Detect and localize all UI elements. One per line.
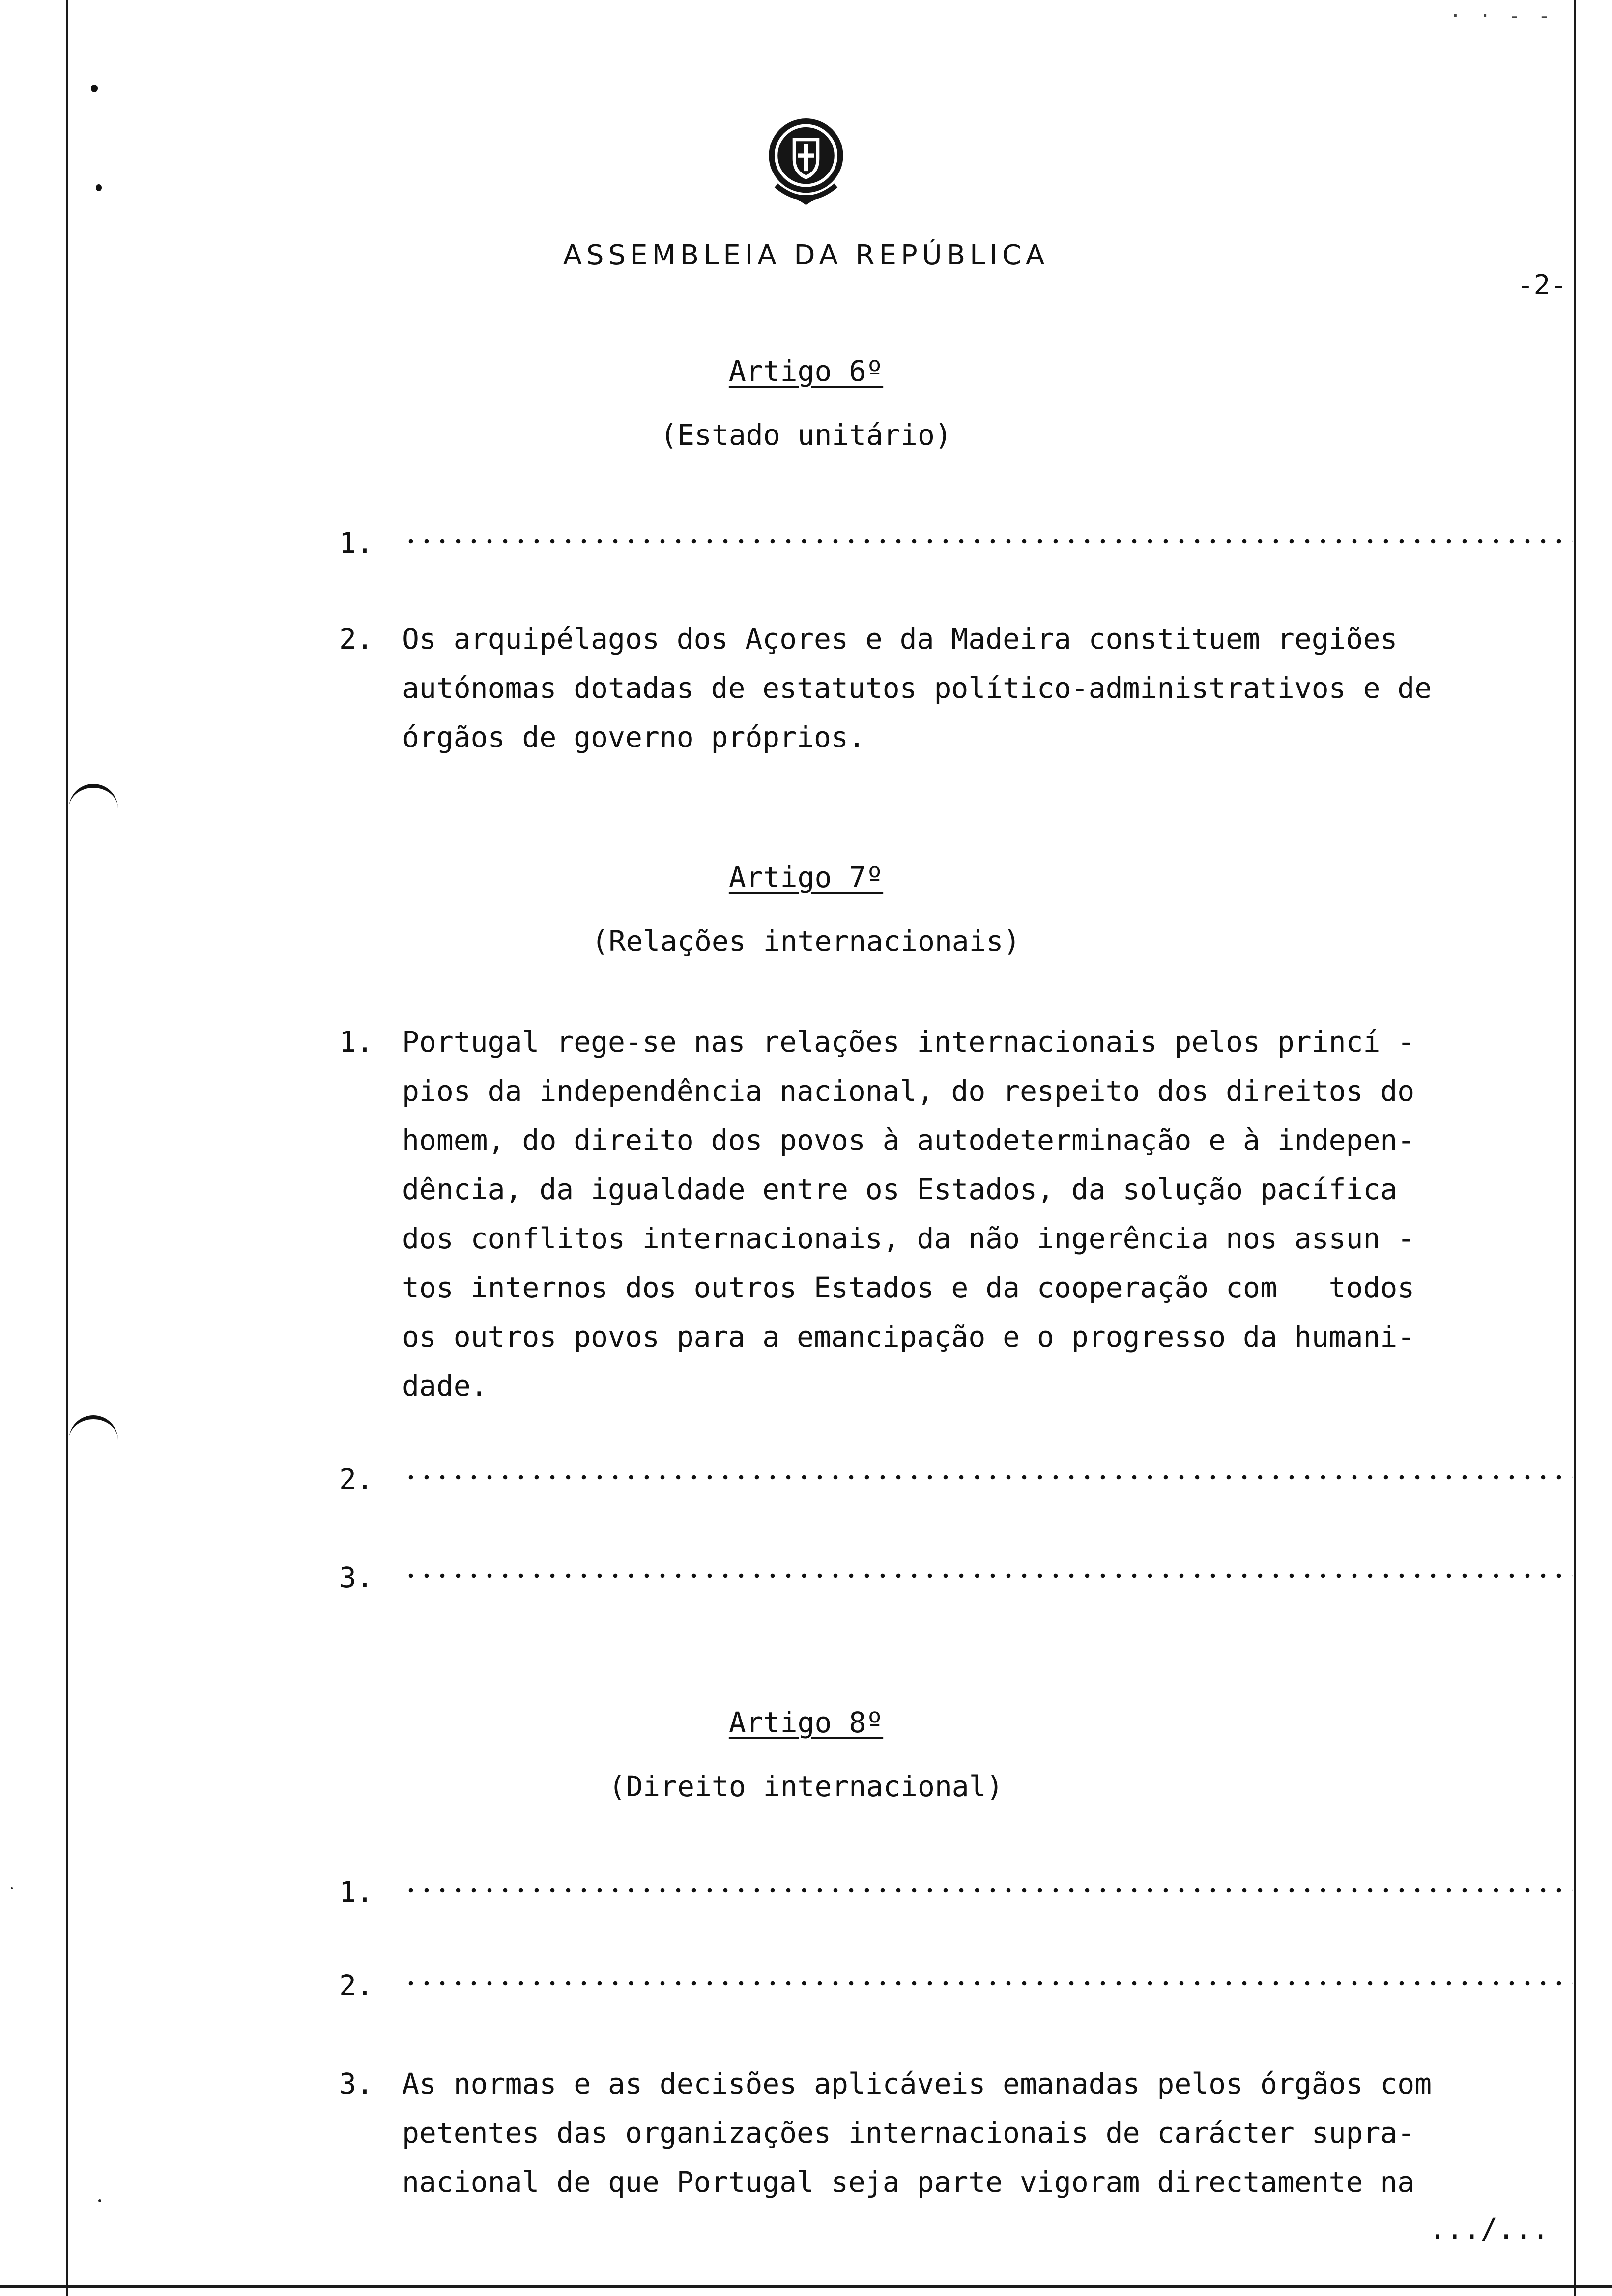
omission-dot-leader xyxy=(403,538,1573,544)
text-line: dência, da igualdade entre os Estados, da solução pacífica xyxy=(402,1173,1398,1206)
text-line: autónomas dotadas de estatutos político-administrativos e de xyxy=(402,671,1432,705)
punch-hole-arc-mark xyxy=(69,784,118,817)
scan-speck xyxy=(98,2199,101,2202)
text-line: os outros povos para a emancipação e o progresso da humani- xyxy=(402,1320,1415,1353)
text-line: homem, do direito dos povos à autodeterminação e à indepen- xyxy=(402,1123,1415,1157)
punch-hole-arc-mark xyxy=(69,1415,118,1449)
article-7-title: Artigo 7º xyxy=(728,861,884,894)
item-number: 2. xyxy=(339,622,374,656)
omission-dot-leader xyxy=(403,1573,1573,1578)
article-8-subtitle: (Direito internacional) xyxy=(608,1770,1004,1803)
punch-dot-mark xyxy=(91,85,98,92)
item-number: 3. xyxy=(339,2067,374,2100)
item-number: 2. xyxy=(339,1969,374,2002)
article-6-subtitle: (Estado unitário) xyxy=(660,418,952,452)
item-number: 2. xyxy=(339,1463,374,1496)
omission-dot-leader xyxy=(403,1980,1573,1986)
text-line: As normas e as decisões aplicáveis emanadas pelos órgãos com xyxy=(402,2067,1432,2100)
bottom-page-edge xyxy=(0,2285,1612,2288)
continuation-marker: .../... xyxy=(1429,2212,1549,2245)
item-number: 1. xyxy=(339,1025,374,1059)
text-line: tos internos dos outros Estados e da cooperação com todos xyxy=(402,1271,1415,1304)
text-line: Portugal rege-se nas relações internacionais pelos princí - xyxy=(402,1025,1415,1059)
left-page-edge xyxy=(66,0,68,2296)
text-line: dade. xyxy=(402,1369,488,1403)
item-text xyxy=(402,1017,1612,1410)
article-6-title: Artigo 6º xyxy=(728,354,884,388)
scan-speck xyxy=(11,1887,13,1889)
item-number: 1. xyxy=(339,1875,374,1909)
text-line: Os arquipélagos dos Açores e da Madeira constituem regiões xyxy=(402,622,1398,656)
article-7-subtitle: (Relações internacionais) xyxy=(591,924,1021,958)
punch-dot-mark xyxy=(96,184,102,191)
item-number: 1. xyxy=(339,526,374,560)
item-text xyxy=(402,614,1612,762)
text-line: petentes das organizações internacionais de carácter supra- xyxy=(402,2116,1415,2150)
text-line: dos conflitos internacionais, da não ingerência nos assun - xyxy=(402,1222,1415,1255)
omission-dot-leader xyxy=(403,1887,1573,1893)
article-8-title: Artigo 8º xyxy=(728,1706,884,1739)
corner-marks: · · - - xyxy=(1449,5,1553,28)
text-line: pios da independência nacional, do respeito dos direitos do xyxy=(402,1074,1415,1108)
text-line: nacional de que Portugal seja parte vigoram directamente na xyxy=(402,2165,1415,2199)
item-text xyxy=(402,2059,1612,2207)
item-number: 3. xyxy=(339,1561,374,1594)
omission-dot-leader xyxy=(403,1474,1573,1480)
page-number: -2- xyxy=(1517,269,1567,301)
institution-heading: ASSEMBLEIA DA REPÚBLICA xyxy=(563,239,1049,271)
text-line: órgãos de governo próprios. xyxy=(402,720,865,754)
coat-of-arms-emblem xyxy=(754,108,858,211)
